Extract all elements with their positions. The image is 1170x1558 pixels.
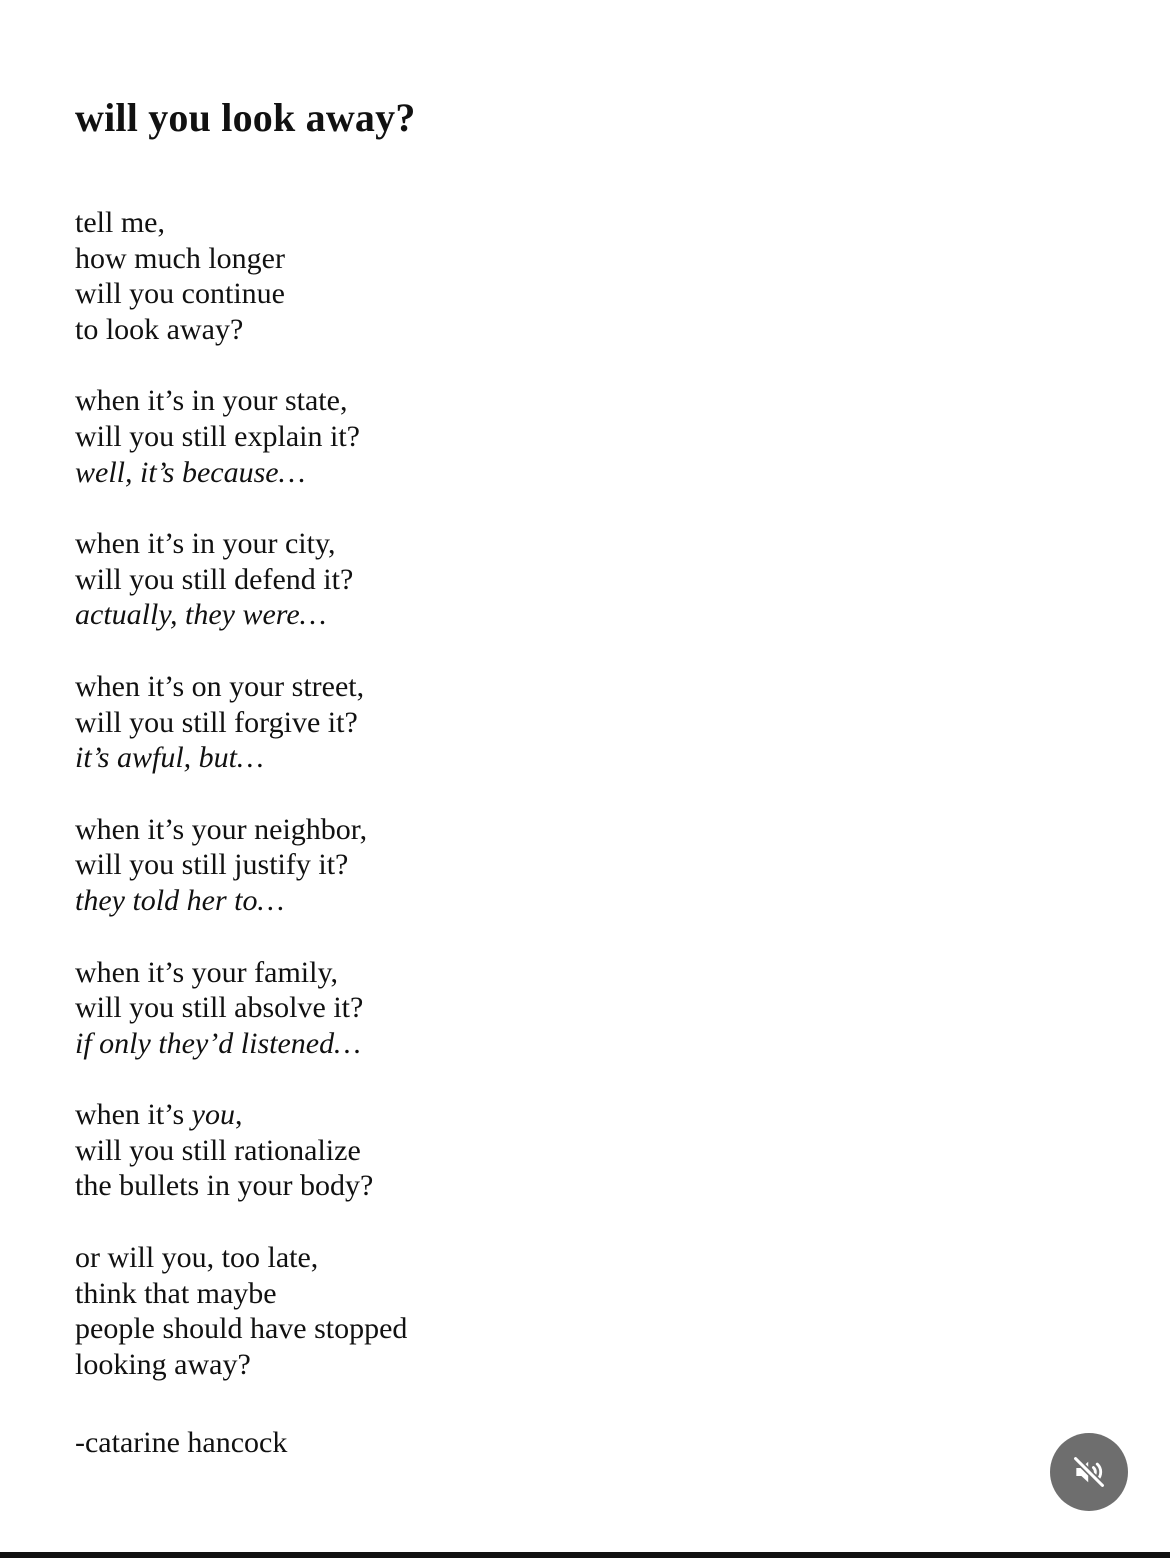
poem-line: when it’s on your street,	[75, 669, 365, 703]
poem-line: looking away?	[75, 1347, 251, 1381]
stanza-8	[75, 1240, 416, 1382]
poem-italic-line: if only they’d listened…	[75, 1026, 361, 1060]
poem-line: when it’s in your city,	[75, 527, 336, 561]
poem-line: when it’s your neighbor,	[75, 812, 368, 846]
stanza-6	[75, 955, 416, 1062]
stanza-1	[75, 205, 416, 347]
poem-line: when it’s your family,	[75, 955, 339, 989]
poem-line: will you still rationalize	[75, 1133, 361, 1167]
poem-line-emphasis: you	[191, 1098, 235, 1132]
poem-line	[75, 1097, 416, 1133]
stanza-2	[75, 383, 416, 490]
poem-line: will you continue	[75, 277, 285, 311]
poem-line: will you still explain it?	[75, 419, 360, 453]
poem-italic-line: actually, they were…	[75, 598, 327, 632]
poem-line: people should have stopped	[75, 1312, 408, 1346]
poem-line: the bullets in your body?	[75, 1169, 374, 1203]
poem-signature: -catarine hancock	[75, 1426, 288, 1460]
speaker-muted-icon	[1070, 1453, 1108, 1491]
poem-line-suffix: ,	[235, 1098, 243, 1132]
stanza-3	[75, 526, 416, 633]
poem-line: will you still defend it?	[75, 562, 354, 596]
poem	[75, 92, 416, 1461]
poem-line: think that maybe	[75, 1276, 277, 1310]
stanza-7	[75, 1097, 416, 1204]
poem-line: how much longer	[75, 241, 285, 275]
bottom-edge-bar	[0, 1552, 1170, 1558]
poem-line: when it’s in your state,	[75, 384, 348, 418]
poem-italic-line: it’s awful, but…	[75, 741, 264, 775]
poem-italic-line: they told her to…	[75, 883, 285, 917]
poem-title: will you look away?	[75, 95, 416, 140]
poem-line: to look away?	[75, 312, 244, 346]
poem-line: will you still absolve it?	[75, 991, 364, 1025]
stanza-4	[75, 669, 416, 776]
stanza-5	[75, 812, 416, 919]
poem-italic-line: well, it’s because…	[75, 455, 306, 489]
poem-line: or will you, too late,	[75, 1241, 319, 1275]
poem-line-prefix: when it’s	[75, 1098, 192, 1132]
poem-line: will you still forgive it?	[75, 705, 358, 739]
mute-toggle-button[interactable]	[1050, 1433, 1128, 1511]
poem-line: tell me,	[75, 206, 165, 239]
poem-line: will you still justify it?	[75, 848, 349, 882]
